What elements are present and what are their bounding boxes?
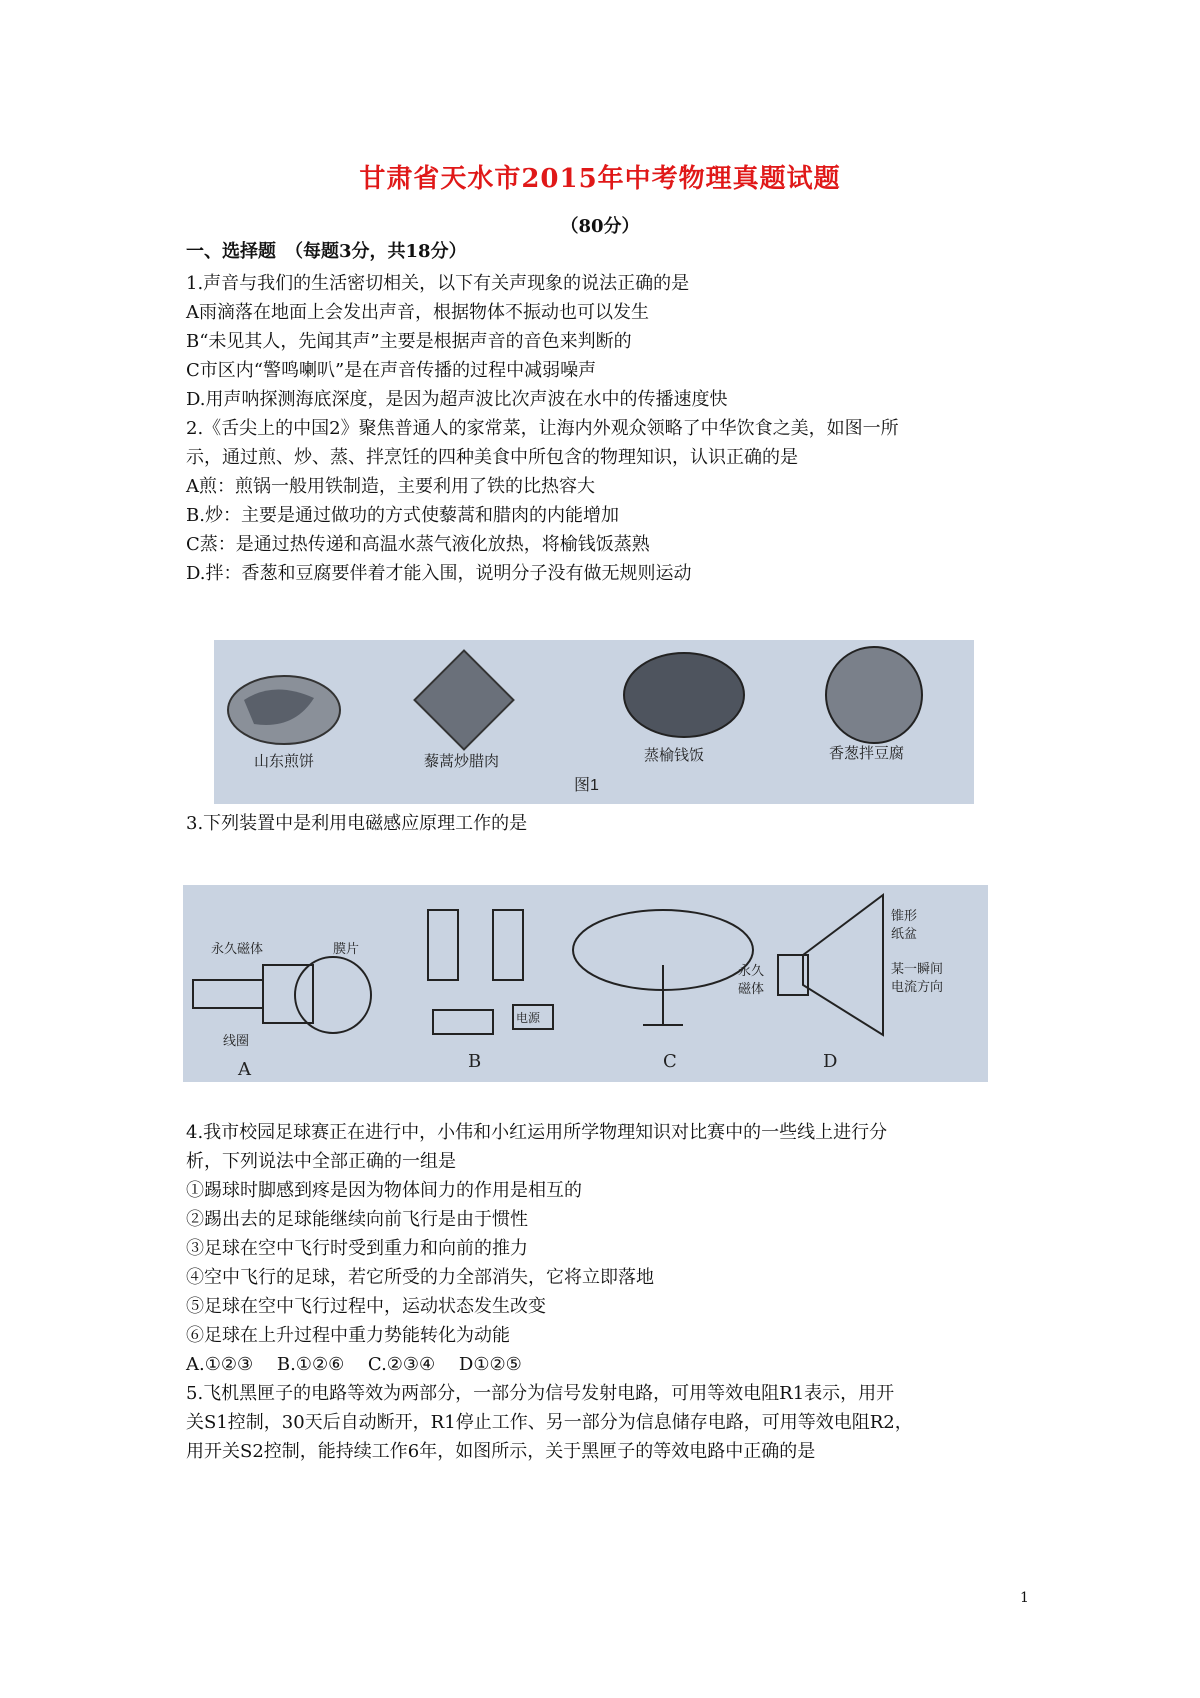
- fig3-a-film-label: 膜片: [333, 941, 360, 956]
- steamed-rice-image: [624, 653, 744, 737]
- q1-option-b: B“未见其人，先闻其声”主要是根据声音的音色来判断的: [186, 331, 632, 352]
- fig1-caption: 图1: [574, 777, 599, 794]
- motor-diagram: [428, 910, 553, 1072]
- q4-item-1: ①踢球时脚感到疼是因为物体间力的作用是相互的: [186, 1180, 582, 1201]
- q2-option-b: B.炒：主要是通过做功的方式使藜蒿和腊肉的内能增加: [186, 505, 619, 526]
- fig3-a-coil-label: 线圈: [223, 1033, 250, 1048]
- pancake-image: [228, 676, 340, 744]
- q4-item-5: ⑤足球在空中飞行过程中，运动状态发生改变: [186, 1296, 546, 1317]
- fig3-a-magnet-label: 永久磁体: [211, 941, 264, 956]
- fig3-letter-d: D: [823, 1051, 838, 1072]
- microphone-diagram: [193, 941, 371, 1080]
- q4-options: A.①②③ B.①②⑥ C.②③④ D①②⑤: [186, 1354, 522, 1375]
- q4-item-6: ⑥足球在上升过程中重力势能转化为动能: [186, 1325, 510, 1346]
- q4-item-2: ②踢出去的足球能继续向前飞行是由于惯性: [186, 1209, 528, 1230]
- q3-stem: 3.下列装置中是利用电磁感应原理工作的是: [186, 813, 528, 834]
- fig3-d-current-label: 某一瞬间电流方向: [891, 961, 944, 994]
- total-score: （80分）: [560, 216, 640, 237]
- q5-line1: 5.飞机黑匣子的电路等效为两部分，一部分为信号发射电路，可用等效电阻R1表示，用开: [186, 1383, 895, 1404]
- q2-stem-line2: 示，通过煎、炒、蒸、拌烹饪的四种美食中所包含的物理知识，认识正确的是: [186, 447, 798, 468]
- fig1-label-pancake: 山东煎饼: [254, 753, 315, 770]
- q2-stem-line1: 2.《舌尖上的中国2》聚焦普通人的家常菜，让海内外观众领略了中华饮食之美，如图一所: [186, 418, 899, 439]
- q4-item-3: ③足球在空中飞行时受到重力和向前的推力: [186, 1238, 528, 1259]
- tofu-image: [826, 647, 922, 743]
- fig3-d-magnet-label: 永久磁体: [738, 963, 765, 996]
- q5-line3: 用开关S2控制，能持续工作6年，如图所示，关于黑匣子的等效电路中正确的是: [186, 1441, 816, 1462]
- q4-stem-line1: 4.我市校园足球赛正在进行中，小伟和小红运用所学物理知识对比赛中的一些线上进行分: [186, 1122, 888, 1143]
- compass-diagram: [573, 910, 753, 1072]
- q1-option-c: C市区内“警鸣喇叭”是在声音传播的过程中减弱噪声: [186, 360, 597, 381]
- speaker-diagram: [738, 895, 943, 1072]
- page-number: 1: [1020, 1590, 1029, 1606]
- figure-1: [214, 640, 974, 804]
- q2-option-c: C蒸：是通过热传递和高温水蒸气液化放热，将榆钱饭蒸熟: [186, 534, 650, 555]
- q4-stem-line2: 析，下列说法中全部正确的一组是: [186, 1151, 456, 1172]
- fig3-d-cone-label: 锥形纸盆: [891, 908, 918, 941]
- q1-option-d: D.用声呐探测海底深度，是因为超声波比次声波在水中的传播速度快: [186, 389, 728, 410]
- section-heading: 一、选择题 （每题3分，共18分）: [186, 241, 467, 262]
- fig3-letter-b: B: [468, 1051, 482, 1072]
- fig3-b-power-label: 电源: [516, 1011, 541, 1025]
- q2-option-a: A煎：煎锅一般用铁制造，主要利用了铁的比热容大: [186, 476, 595, 497]
- fig3-letter-c: C: [663, 1051, 677, 1072]
- fig3-letter-a: A: [238, 1059, 251, 1080]
- q4-item-4: ④空中飞行的足球，若它所受的力全部消失，它将立即落地: [186, 1267, 654, 1288]
- figure-3: [183, 885, 988, 1082]
- q1-stem: 1.声音与我们的生活密切相关，以下有关声现象的说法正确的是: [186, 273, 690, 294]
- q5-line2: 关S1控制，30天后自动断开，R1停止工作、另一部分为信息储存电路，可用等效电阻R2，: [186, 1412, 913, 1433]
- q1-option-a: A雨滴落在地面上会发出声音，根据物体不振动也可以发生: [186, 302, 649, 323]
- fig1-label-stirfry: 藜蒿炒腊肉: [424, 753, 500, 770]
- page-title: 甘肃省天水市2015年中考物理真题试题: [359, 164, 841, 194]
- stirfry-image: [415, 651, 514, 750]
- fig1-label-tofu: 香葱拌豆腐: [829, 745, 905, 762]
- q2-option-d: D.拌：香葱和豆腐要伴着才能入围，说明分子没有做无规则运动: [186, 563, 692, 584]
- fig1-label-rice: 蒸榆钱饭: [644, 747, 705, 764]
